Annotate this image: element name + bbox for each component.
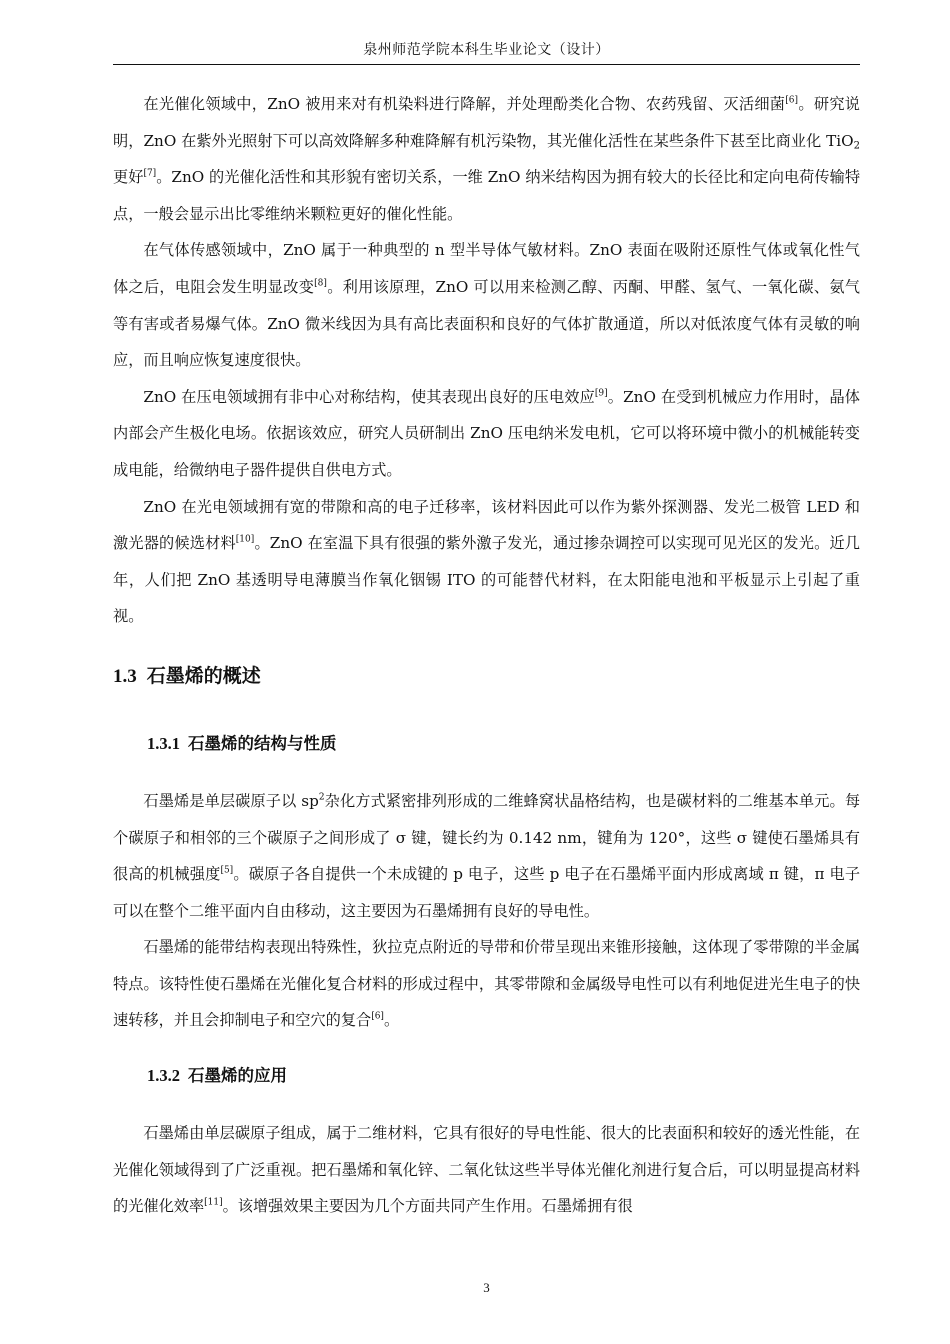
citation-superscript: [10]	[235, 534, 255, 545]
paragraph-zno-photocatalysis	[113, 86, 860, 232]
subsection-title: 石墨烯的结构与性质	[188, 733, 337, 753]
page-number: 3	[483, 1280, 490, 1295]
subsection-heading-1-3-2	[147, 1063, 860, 1089]
paragraph-zno-optoelectronic	[113, 489, 860, 635]
text-run: 。	[383, 1011, 400, 1030]
citation-superscript: [11]	[204, 1197, 223, 1208]
text-run: 。利用该原理，ZnO 可以用来检测乙醇、丙酮、甲醛、氢气、一氧化碳、氨气等有害或者易爆气体。ZnO 微米线因为具有高比表面积和良好的气体扩散通道，所以对低浓度气体有灵敏的响应，而且响应恢复速度很快。	[113, 277, 860, 370]
citation-superscript: [6]	[371, 1012, 384, 1023]
subsection-number: 1.3.1	[147, 733, 180, 753]
paragraph-zno-piezoelectric	[113, 379, 860, 489]
running-header: 泉州师范学院本科生毕业论文（设计）	[363, 42, 610, 58]
text-run: 。该增强效果主要因为几个方面共同产生作用。石墨烯拥有很	[222, 1197, 633, 1216]
text-run: 石墨烯的能带结构表现出特殊性，狄拉克点附近的导带和价带呈现出来锥形接触，这体现了零带隙的半金属特点。该特性使石墨烯在光催化复合材料的形成过程中，其零带隙和金属级导电性可以有利地促进光生电子的快速转移，并且会抑制电子和空穴的复合	[113, 938, 860, 1030]
citation-superscript: [7]	[143, 168, 157, 179]
citation-superscript: 2	[318, 792, 325, 803]
text-run: 。ZnO 在受到机械应力作用时，晶体内部会产生极化电场。依据该效应，研究人员研制出 ZnO 压电纳米发电机，它可以将环境中微小的机械能转变成电能，给微纳电子器件提供自供电方式。	[113, 387, 860, 479]
subsection-title: 石墨烯的应用	[188, 1066, 287, 1086]
subscript: 2	[853, 140, 860, 152]
paragraph-graphene-applications	[113, 1115, 860, 1225]
subsection-number: 1.3.2	[147, 1066, 180, 1086]
text-run: 石墨烯是单层碳原子以 sp	[143, 791, 319, 810]
citation-superscript: [9]	[594, 388, 608, 399]
text-run: 。ZnO 的光催化活性和其形貌有密切关系，一维 ZnO 纳米结构因为拥有较大的长径比和定向电荷传输特点，一般会显示出比零维纳米颗粒更好的催化性能。	[113, 168, 861, 223]
paragraph-graphene-structure	[113, 783, 860, 929]
section-number: 1.3	[113, 665, 137, 687]
citation-superscript: [5]	[220, 865, 234, 876]
text-run: ZnO 在光电领域拥有宽的带隙和高的电子迁移率，该材料因此可以作为紫外探测器、发光二极管 LED 和激光器的候选材料	[113, 497, 860, 553]
paragraph-graphene-band-structure	[113, 929, 860, 1039]
section-title: 石墨烯的概述	[146, 664, 261, 687]
citation-superscript: [6]	[785, 95, 799, 106]
text-run: 杂化方式紧密排列形成的二维蜂窝状晶格结构，也是碳材料的二维基本单元。每个碳原子和相邻的三个碳原子之间形成了 σ 键，键长约为 0.142 nm，键角为 120°，这些 σ 键使石墨烯具有很高的机械强度	[113, 791, 861, 884]
text-run: 。碳原子各自提供一个未成键的 p 电子，这些 p 电子在石墨烯平面内形成离域 π 键，π 电子可以在整个二维平面内自由移动，这主要因为石墨烯拥有良好的导电性。	[113, 865, 861, 920]
section-heading-1-3	[113, 662, 860, 691]
paragraph-zno-gas-sensing	[113, 232, 860, 378]
text-run: ZnO 在压电领域拥有非中心对称结构，使其表现出良好的压电效应	[143, 387, 595, 406]
header-rule	[113, 64, 860, 65]
text-run: 。研究说明，ZnO 在紫外光照射下可以高效降解多种难降解有机污染物，其光催化活性在某些条件下甚至比商业化 TiO	[113, 95, 860, 150]
page-body	[113, 86, 860, 1225]
text-run: 在光催化领域中，ZnO 被用来对有机染料进行降解，并处理酚类化合物、农药残留、灭活细菌	[143, 95, 786, 113]
text-run: 石墨烯由单层碳原子组成，属于二维材料，它具有很好的导电性能、很大的比表面积和较好的透光性能，在光催化领域得到了广泛重视。把石墨烯和氧化锌、二氧化钛这些半导体光催化剂进行复合后，可以明显提高材料的光催化效率	[113, 1124, 860, 1216]
citation-superscript: [8]	[314, 278, 327, 289]
text-run: 。ZnO 在室温下具有很强的紫外激子发光，通过掺杂调控可以实现可见光区的发光。近几年，人们把 ZnO 基透明导电薄膜当作氧化铟锡 ITO 的可能替代材料，在太阳能电池和平板显示上引起了重视。	[113, 534, 860, 626]
text-run: 更好	[113, 168, 144, 187]
text-run: 在气体传感领域中，ZnO 属于一种典型的 n 型半导体气敏材料。ZnO 表面在吸附还原性气体或氧化性气体之后，电阻会发生明显改变	[113, 241, 860, 296]
subsection-heading-1-3-1	[147, 731, 860, 757]
